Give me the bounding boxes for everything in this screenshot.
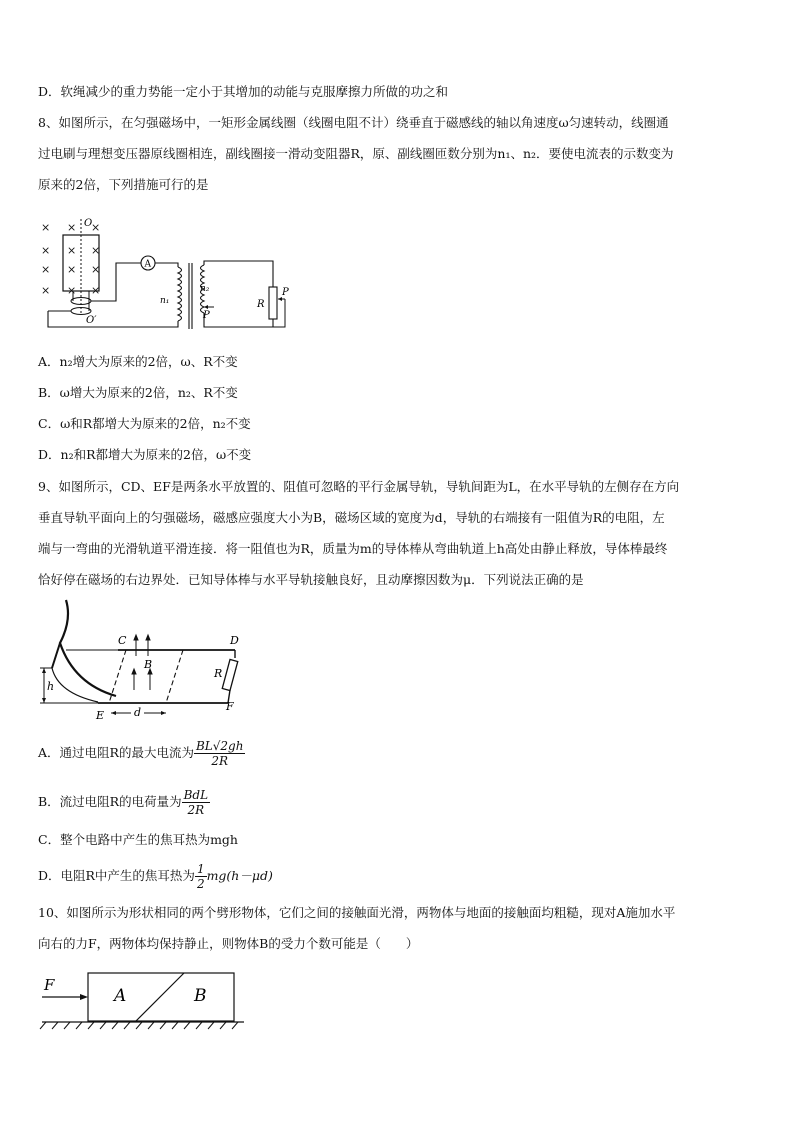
field-cross: × [67, 263, 77, 276]
q8-option-c: C．ω和R都增大为原来的2倍，n₂不变 [38, 416, 251, 431]
rheostat [269, 287, 277, 319]
field-cross: × [41, 284, 51, 297]
q9-option-a-text: A．通过电阻R的最大电流为 [38, 745, 194, 760]
q7-option-d: D．软绳减少的重力势能一定小于其增加的动能与克服摩擦力所做的功之和 [38, 84, 449, 99]
q8-stem-line-1: 8、如图所示，在匀强磁场中，一矩形金属线圈（线圈电阻不计）绕垂直于磁感线的轴以角速度ω匀速转动，线圈通 [38, 115, 669, 130]
field-cross: × [41, 263, 51, 276]
field-cross: × [67, 221, 77, 234]
q10-stem-line-1: 10、如图所示为形状相同的两个劈形物体，它们之间的接触面光滑，两物体与地面的接触面均粗糙，现对A施加水平 [38, 905, 676, 920]
point-d-label: D [230, 634, 239, 647]
secondary-circuit [204, 261, 273, 287]
q9-option-d [38, 858, 273, 894]
fraction-denominator: 2R [187, 803, 205, 817]
q9-stem-line-3: 端与一弯曲的光滑轨道平滑连接．将一阻值也为R，质量为m的导体棒从弯曲轨道上h高处由静止释放，导体棒最终 [38, 541, 668, 556]
q9-stem-line-2: 垂直导轨平面向上的匀强磁场，磁感应强度大小为B，磁场区域的宽度为d，导轨的右端接有一阻值为R的电阻，左 [38, 510, 665, 525]
axis-label-o: O [84, 218, 93, 229]
smooth-contact-surface [136, 973, 184, 1021]
return-wire [48, 311, 178, 327]
ground-hatching [40, 1022, 238, 1029]
q8-option-b: B．ω增大为原来的2倍，n₂、R不变 [38, 385, 238, 400]
field-cross: × [41, 244, 51, 257]
secondary-turns-label: n₂ [200, 284, 210, 294]
width-d-label: d [134, 706, 142, 719]
ammeter-label: A [144, 259, 151, 270]
axis-label-o-prime: O′ [86, 315, 97, 326]
resistor-r [222, 659, 237, 690]
fraction-numerator: BdL [183, 788, 209, 802]
fraction-denominator: 2 [196, 877, 205, 891]
q9-option-c: C．整个电路中产生的焦耳热为mgh [38, 832, 238, 847]
secondary-slider-label: P [203, 310, 210, 321]
field-cross: × [91, 263, 101, 276]
q9-option-b-fraction [182, 788, 210, 817]
q10-stem-line-2: 向右的力F，两物体均保持静止，则物体B的受力个数可能是（ ） [38, 936, 419, 951]
force-f-label: F [44, 976, 55, 994]
field-cross: × [67, 284, 77, 297]
q9-option-a [38, 735, 245, 771]
resistor-label: R [214, 667, 223, 680]
q8-stem-line-3: 原来的2倍，下列措施可行的是 [38, 177, 209, 192]
field-cross: × [91, 244, 101, 257]
q9-rail-figure [38, 598, 248, 723]
rheostat-slider-label: P [282, 287, 289, 298]
point-c-label: C [118, 634, 127, 647]
primary-coil [178, 267, 182, 321]
block-a-label: A [114, 986, 127, 1006]
block-b-label: B [194, 986, 207, 1006]
field-cross: × [41, 221, 51, 234]
q8-option-a: A．n₂增大为原来的2倍，ω、R不变 [38, 354, 238, 369]
field-boundary-right [166, 650, 183, 703]
field-cross: × [67, 244, 77, 257]
field-cross: × [91, 284, 101, 297]
field-cross: × [91, 221, 101, 234]
q9-option-d-text: D．电阻R中产生的焦耳热为 [38, 868, 195, 883]
wedge-blocks-outline [88, 973, 234, 1021]
q9-option-b [38, 784, 210, 820]
q9-option-d-fraction [195, 862, 207, 891]
q9-option-b-text: B．流过电阻R的电荷量为 [38, 794, 182, 809]
q9-option-d-tail: mg(h－μd) [206, 868, 273, 883]
q8-option-d: D．n₂和R都增大为原来的2倍，ω不变 [38, 447, 252, 462]
fraction-denominator: 2R [211, 754, 229, 768]
q9-stem-line-1: 9、如图所示，CD、EF是两条水平放置的、阻值可忽略的平行金属导轨，导轨间距为L，在水平导轨的左侧存在方向 [38, 479, 680, 494]
fraction-numerator: BL√2gh [195, 739, 244, 753]
primary-turns-label: n₁ [160, 296, 170, 306]
q8-generator-transformer-figure [38, 215, 298, 335]
q9-option-a-fraction [194, 739, 245, 768]
q9-stem-line-4: 恰好停在磁场的右边界处．已知导体棒与水平导轨接触良好，且动摩擦因数为μ．下列说法正确的是 [38, 572, 584, 587]
height-h-label: h [47, 680, 55, 693]
curved-track-upper [60, 600, 116, 696]
point-e-label: E [96, 709, 105, 722]
rheostat-label: R [257, 299, 265, 310]
q10-wedge-figure [38, 970, 248, 1030]
point-f-label: F [226, 700, 234, 713]
fraction-numerator: 1 [196, 862, 205, 876]
q8-stem-line-2: 过电刷与理想变压器原线圈相连，副线圈接一滑动变阻器R，原、副线圈匝数分别为n₁、n₂．要使电流表的示数变为 [38, 146, 674, 161]
field-b-label: B [144, 658, 153, 671]
